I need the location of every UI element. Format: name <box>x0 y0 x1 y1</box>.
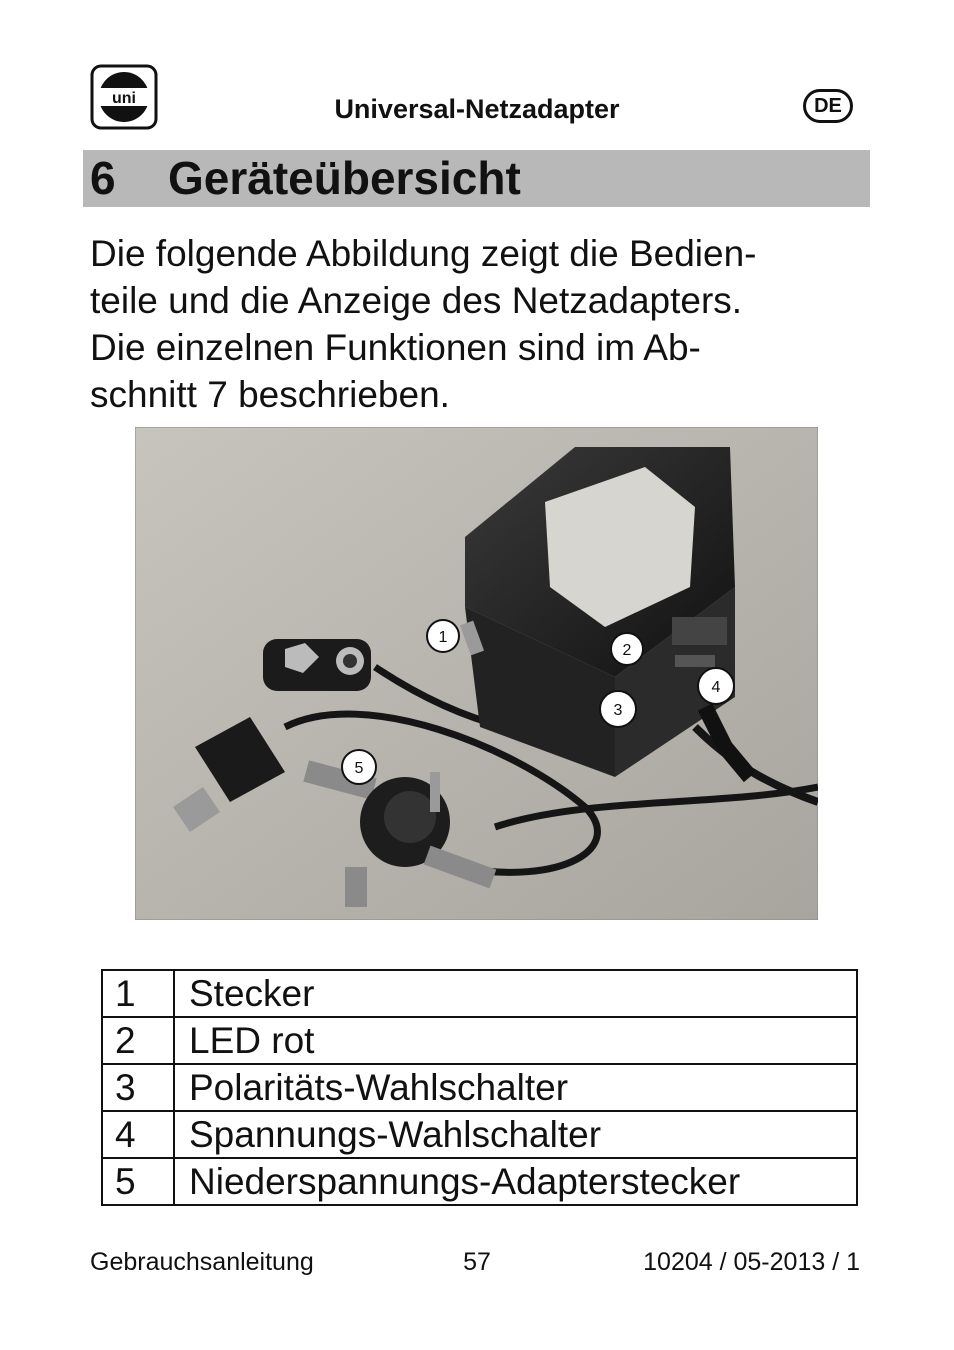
footer-doc-id: 10204 / 05-2013 / 1 <box>643 1248 860 1276</box>
callout-5-label: 5 <box>354 760 364 777</box>
page-number: 57 <box>463 1248 491 1276</box>
header-title: Universal-Netzadapter <box>334 94 620 124</box>
legend-number: 3 <box>102 1064 174 1111</box>
logo-text: uni <box>112 90 136 107</box>
legend-number: 5 <box>102 1158 174 1205</box>
section-number: 6 <box>90 152 116 204</box>
legend-number: 2 <box>102 1017 174 1064</box>
table-row <box>102 1017 857 1064</box>
section-title: Geräteübersicht <box>168 152 521 204</box>
legend-label: Niederspannungs-Adapterstecker <box>174 1158 857 1205</box>
language-badge: DE <box>803 89 853 123</box>
callout-2-label: 2 <box>622 642 632 659</box>
table-row <box>102 970 857 1017</box>
battery-clip <box>263 639 371 691</box>
legend-table <box>101 969 858 1206</box>
callout-1-label: 1 <box>438 629 448 646</box>
adapter-photo <box>135 427 818 920</box>
legend-label: Spannungs-Wahlschalter <box>174 1111 857 1158</box>
table-row <box>102 1158 857 1205</box>
callout-4-label: 4 <box>711 679 721 696</box>
table-row <box>102 1111 857 1158</box>
table-row <box>102 1064 857 1111</box>
intro-line: schnitt 7 beschrieben. <box>90 374 450 415</box>
intro-line: Die einzelnen Funktionen sind im Ab- <box>90 327 701 368</box>
legend-number: 4 <box>102 1111 174 1158</box>
legend-label: Polaritäts-Wahlschalter <box>174 1064 857 1111</box>
intro-line: teile und die Anzeige des Netzadapters. <box>90 280 743 321</box>
legend-label: LED rot <box>174 1017 857 1064</box>
legend-number: 1 <box>102 970 174 1017</box>
callout-3-label: 3 <box>613 702 623 719</box>
footer-doc-type: Gebrauchsanleitung <box>90 1248 314 1276</box>
intro-line: Die folgende Abbildung zeigt die Bedien- <box>90 233 757 274</box>
legend-label: Stecker <box>174 970 857 1017</box>
